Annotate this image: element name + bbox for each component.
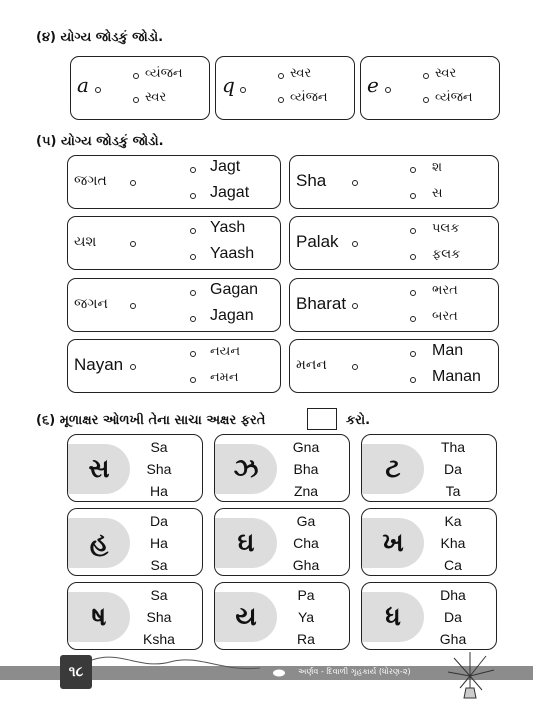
footer-title: અર્ણવ - દિવાળી ગૃહકાર્ય (ધોરણ-૨) bbox=[298, 667, 411, 676]
gujarati-letter: ટ bbox=[362, 444, 424, 494]
syllable-option[interactable]: Cha bbox=[293, 535, 319, 551]
q5-right-word: ભરત bbox=[432, 283, 458, 298]
match-dot[interactable] bbox=[190, 228, 196, 234]
q6-heading-end: કરો. bbox=[346, 413, 371, 428]
q5-pair-7 bbox=[67, 339, 281, 393]
syllable-option[interactable]: Ha bbox=[150, 483, 168, 499]
q4-box-1 bbox=[70, 56, 210, 120]
q5-left-word: Sha bbox=[296, 171, 327, 190]
letter-tile-1 bbox=[67, 434, 203, 502]
match-dot[interactable] bbox=[190, 290, 196, 296]
match-dot[interactable] bbox=[240, 87, 246, 93]
letter-tile-2 bbox=[214, 434, 350, 502]
match-dot[interactable] bbox=[410, 193, 416, 199]
q5-pair-6 bbox=[289, 278, 499, 332]
q4-option: સ્વર bbox=[290, 66, 312, 81]
syllable-option[interactable]: Ksha bbox=[143, 631, 175, 647]
match-dot[interactable] bbox=[352, 241, 358, 247]
q5-pair-4 bbox=[289, 216, 499, 270]
gujarati-letter: હ bbox=[68, 518, 130, 568]
q4-letter: a bbox=[77, 73, 89, 97]
match-dot[interactable] bbox=[190, 167, 196, 173]
q5-pair-1 bbox=[67, 155, 281, 209]
q4-option: વ્યંજન bbox=[290, 90, 328, 105]
page-number: ૧૮ bbox=[60, 655, 92, 689]
match-dot[interactable] bbox=[278, 97, 284, 103]
q5-right-word: ફલક bbox=[432, 247, 461, 262]
letter-tile-4 bbox=[67, 508, 203, 576]
letter-tile-8 bbox=[214, 582, 350, 650]
q4-box-2 bbox=[215, 56, 355, 120]
q5-pair-8 bbox=[289, 339, 499, 393]
syllable-option[interactable]: Ga bbox=[296, 513, 316, 529]
q4-option: વ્યંજન bbox=[145, 66, 183, 81]
match-dot[interactable] bbox=[410, 377, 416, 383]
q5-right-word: Jagan bbox=[210, 307, 254, 324]
syllable-option[interactable]: Sa bbox=[150, 557, 168, 573]
syllable-option[interactable]: Ta bbox=[445, 483, 461, 499]
match-dot[interactable] bbox=[410, 316, 416, 322]
q5-left-word: Bharat bbox=[296, 294, 347, 313]
q4-box-3 bbox=[360, 56, 500, 120]
gujarati-letter: ધ bbox=[362, 592, 424, 642]
letter-tile-3 bbox=[361, 434, 497, 502]
match-dot[interactable] bbox=[410, 351, 416, 357]
q5-right-word: Gagan bbox=[210, 281, 259, 298]
syllable-option[interactable]: Ka bbox=[444, 513, 462, 529]
match-dot[interactable] bbox=[130, 241, 136, 247]
match-dot[interactable] bbox=[130, 303, 136, 309]
q5-right-word: Jagat bbox=[210, 184, 250, 201]
syllable-option[interactable]: Ha bbox=[150, 535, 168, 551]
gujarati-letter: ષ bbox=[68, 592, 130, 642]
q4-letter: q bbox=[222, 73, 235, 97]
q5-right-word: સ bbox=[432, 186, 443, 201]
syllable-option[interactable]: Sha bbox=[146, 609, 172, 625]
q5-left-word: Palak bbox=[296, 232, 339, 251]
match-dot[interactable] bbox=[190, 316, 196, 322]
syllable-option[interactable]: Pa bbox=[297, 587, 315, 603]
gujarati-letter: સ bbox=[68, 444, 130, 494]
q5-pair-3 bbox=[67, 216, 281, 270]
q5-left-word: જગત bbox=[74, 173, 107, 189]
q5-left-word: યશ bbox=[74, 234, 97, 250]
syllable-option[interactable]: Gha bbox=[439, 631, 467, 647]
gujarati-letter: ઘ bbox=[215, 518, 277, 568]
q6-heading: (૬) મૂળાક્ષર ઓળખી તેના સાચા અક્ષર ફરતે bbox=[36, 413, 266, 428]
syllable-option[interactable]: Da bbox=[444, 609, 462, 625]
q5-right-word: બરત bbox=[432, 309, 458, 324]
q5-pair-5 bbox=[67, 278, 281, 332]
q5-heading: (૫) યોગ્ય જોડકું જોડો. bbox=[36, 134, 164, 149]
letter-tile-7 bbox=[67, 582, 203, 650]
q5-right-word: શ bbox=[432, 160, 443, 175]
match-dot[interactable] bbox=[352, 364, 358, 370]
syllable-option[interactable]: Da bbox=[150, 513, 168, 529]
q4-heading: (૪) યોગ્ય જોડકું જોડો. bbox=[36, 30, 164, 45]
syllable-option[interactable]: Ca bbox=[444, 557, 462, 573]
q5-right-word: નયન bbox=[210, 344, 241, 359]
q5-left-word: મનન bbox=[296, 357, 327, 373]
q5-right-word: Jagt bbox=[210, 158, 241, 175]
match-dot[interactable] bbox=[133, 73, 139, 79]
match-dot[interactable] bbox=[130, 180, 136, 186]
q5-right-word: Yaash bbox=[210, 245, 255, 262]
q5-right-word: નમન bbox=[210, 370, 239, 385]
answer-box-sample bbox=[307, 408, 337, 430]
match-dot[interactable] bbox=[95, 87, 101, 93]
letter-tile-9 bbox=[361, 582, 497, 650]
firecracker-fuse-icon bbox=[90, 650, 290, 680]
match-dot[interactable] bbox=[278, 73, 284, 79]
letter-tile-6 bbox=[361, 508, 497, 576]
syllable-option[interactable]: Zna bbox=[293, 483, 319, 499]
match-dot[interactable] bbox=[410, 228, 416, 234]
syllable-option[interactable]: Bha bbox=[293, 461, 319, 477]
match-dot[interactable] bbox=[133, 97, 139, 103]
q5-left-word: Nayan bbox=[74, 355, 124, 374]
q5-right-word: Man bbox=[432, 342, 464, 359]
letter-tile-5 bbox=[214, 508, 350, 576]
q4-option: સ્વર bbox=[145, 90, 167, 105]
syllable-option[interactable]: Tha bbox=[440, 439, 466, 455]
gujarati-letter: ય bbox=[215, 592, 277, 642]
match-dot[interactable] bbox=[352, 180, 358, 186]
syllable-option[interactable]: Gha bbox=[292, 557, 320, 573]
q5-pair-2 bbox=[289, 155, 499, 209]
match-dot[interactable] bbox=[410, 254, 416, 260]
match-dot[interactable] bbox=[423, 73, 429, 79]
syllable-option[interactable]: Sa bbox=[150, 439, 168, 455]
syllable-option[interactable]: Kha bbox=[440, 535, 466, 551]
q5-right-word: Yash bbox=[210, 219, 246, 236]
syllable-option[interactable]: Sha bbox=[146, 461, 172, 477]
match-dot[interactable] bbox=[410, 167, 416, 173]
q4-option: વ્યંજન bbox=[435, 90, 473, 105]
match-dot[interactable] bbox=[190, 377, 196, 383]
match-dot[interactable] bbox=[190, 193, 196, 199]
syllable-option[interactable]: Gna bbox=[292, 439, 320, 455]
gujarati-letter: ઝ bbox=[215, 444, 277, 494]
match-dot[interactable] bbox=[130, 364, 136, 370]
syllable-option[interactable]: Ra bbox=[297, 631, 315, 647]
gujarati-letter: ખ bbox=[362, 518, 424, 568]
match-dot[interactable] bbox=[410, 290, 416, 296]
flame-icon bbox=[272, 668, 286, 678]
syllable-option[interactable]: Dha bbox=[440, 587, 466, 603]
syllable-option[interactable]: Da bbox=[444, 461, 462, 477]
syllable-option[interactable]: Ya bbox=[297, 609, 315, 625]
q5-right-word: Manan bbox=[432, 368, 481, 385]
syllable-option[interactable]: Sa bbox=[150, 587, 168, 603]
q5-right-word: પલક bbox=[432, 221, 460, 236]
match-dot[interactable] bbox=[190, 254, 196, 260]
sparkler-icon bbox=[440, 648, 500, 700]
q4-option: સ્વર bbox=[435, 66, 457, 81]
q5-left-word: જગન bbox=[74, 296, 108, 312]
match-dot[interactable] bbox=[352, 303, 358, 309]
match-dot[interactable] bbox=[190, 351, 196, 357]
q4-letter: e bbox=[367, 73, 379, 97]
match-dot[interactable] bbox=[385, 87, 391, 93]
match-dot[interactable] bbox=[423, 97, 429, 103]
